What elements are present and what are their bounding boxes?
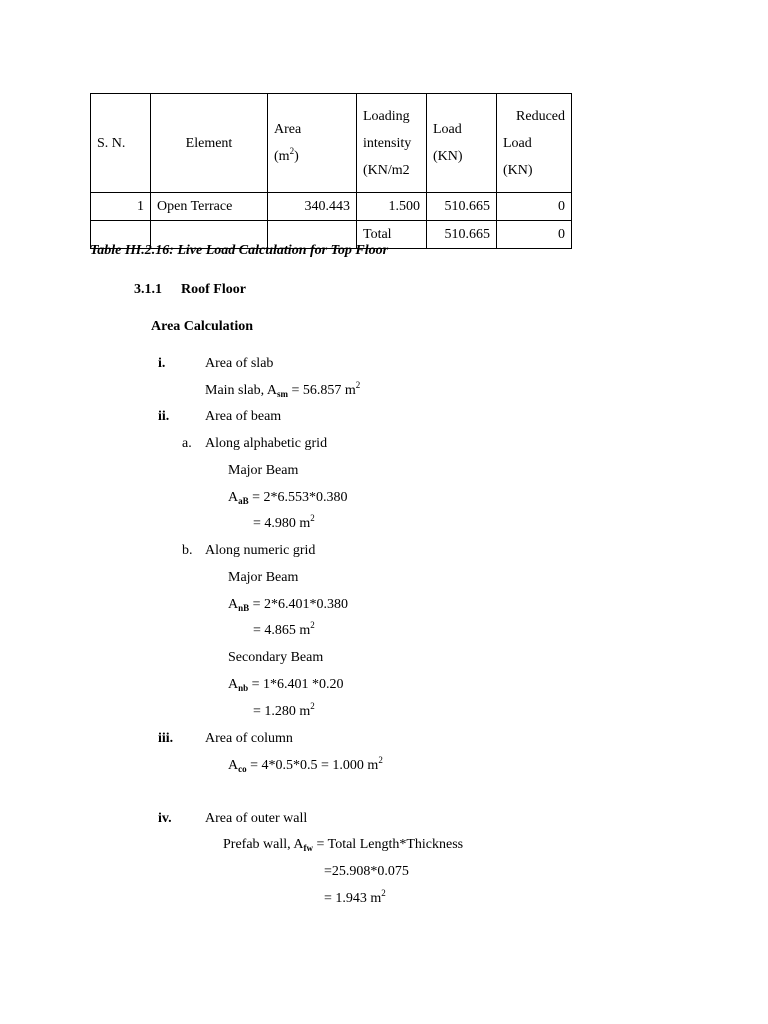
subitem-a-label: a. (182, 436, 192, 451)
header-element: Element (151, 94, 268, 193)
header-sn: S. N. (91, 94, 151, 193)
subheading-area-calculation: Area Calculation (151, 319, 254, 334)
item-number-iii: iii. (158, 731, 174, 746)
header-load: Load (KN) (427, 94, 497, 193)
b-major-beam: Major Beam (228, 570, 299, 585)
cell-sn: 1 (91, 193, 151, 221)
cell-load: 510.665 (427, 193, 497, 221)
cell-element: Open Terrace (151, 193, 268, 221)
cell-intensity: 1.500 (357, 193, 427, 221)
cell-reduced: 0 (497, 193, 572, 221)
item-title-outer-wall: Area of outer wall (205, 811, 308, 826)
b-beam-result: = 4.865 $m^2$ (253, 620, 315, 638)
prefab-wall-result: = 1.943 $m^2$ (324, 888, 386, 906)
a-beam-result: = 4.980 $m^2$ (253, 513, 315, 531)
section-number: 3.1.1 (134, 282, 162, 297)
item-number-i: i. (158, 356, 166, 371)
item-title-beam: Area of beam (205, 409, 282, 424)
item-title-column: Area of column (205, 731, 293, 746)
prefab-wall-formula: Prefab wall, $A_{fw}$ = Total Length*Thickness (223, 837, 464, 853)
table-caption: Table III.2.16: Live Load Calculation for Top Floor (90, 243, 389, 258)
prefab-wall-calc: =25.908*0.075 (324, 864, 409, 879)
cell-total-label: Total (357, 221, 427, 249)
b-beam-formula: $A_{nB} = 2*6.401*0.380$ (228, 597, 349, 613)
header-reduced-load: Reduced Load (KN) (497, 94, 572, 193)
live-load-table (90, 93, 572, 249)
section-title: Roof Floor (181, 282, 246, 297)
table-row (91, 193, 572, 221)
subitem-b-title: Along numeric grid (205, 543, 316, 558)
header-area: Area $(m^2)$ (268, 94, 357, 193)
slab-formula: Main slab, $A_{sm} = 56.857$ $m^2$ (205, 380, 361, 399)
subitem-b-label: b. (182, 543, 193, 558)
a-beam-formula: $A_{aB} = 2*6.553*0.380$ (228, 490, 348, 506)
b2-beam-formula: $A_{nb} = 1*6.401$ *0.20 (228, 677, 344, 693)
cell-total-load: 510.665 (427, 221, 497, 249)
b-secondary-beam: Secondary Beam (228, 650, 324, 665)
item-title-slab: Area of slab (205, 356, 274, 371)
cell-area: 340.443 (268, 193, 357, 221)
header-loading-intensity: Loading intensity (KN/m2 (357, 94, 427, 193)
column-formula: $A_{co} = 4*0.5*0.5 = 1.000$ $m^2$ (228, 755, 383, 774)
subitem-a-title: Along alphabetic grid (205, 436, 328, 451)
table-header-row (91, 94, 572, 193)
a-major-beam: Major Beam (228, 463, 299, 478)
item-number-ii: ii. (158, 409, 170, 424)
cell-total-reduced: 0 (497, 221, 572, 249)
item-number-iv: iv. (158, 811, 172, 826)
b2-beam-result: = 1.280 $m^2$ (253, 701, 315, 719)
